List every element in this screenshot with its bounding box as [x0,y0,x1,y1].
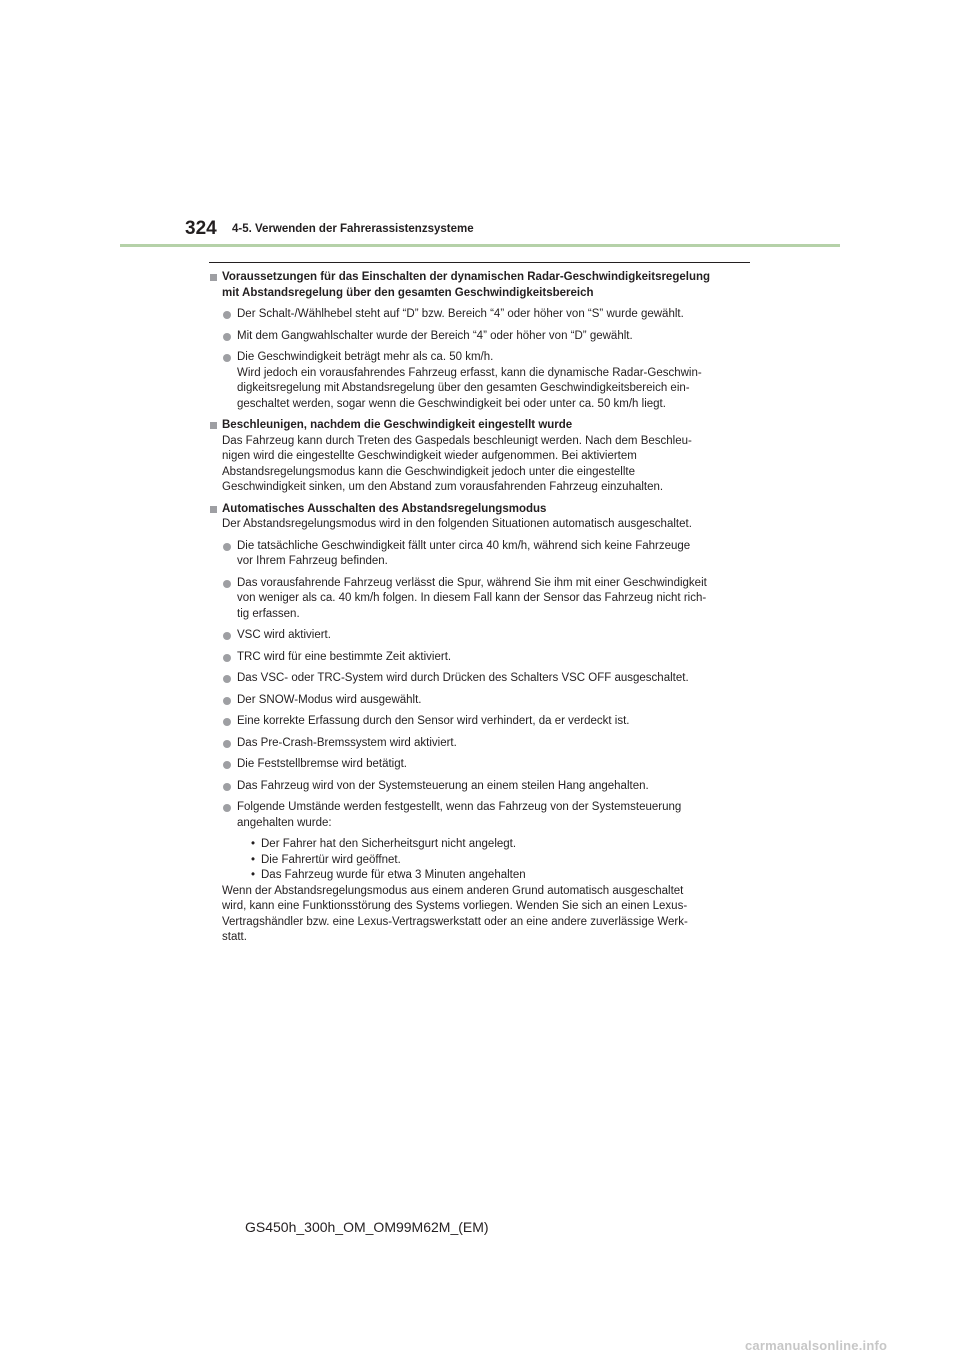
bullet-text: Mit dem Gangwahlschalter wurde der Bereich “4” oder höher von “D” gewählt. [237,329,633,342]
bullet-dot-icon [223,543,231,551]
paragraph-line: Wenn der Abstandsregelungsmodus aus einem anderen Grund automatisch ausgeschaltet [222,884,684,897]
paragraph-line: wird, kann eine Funktionsstörung des Systems vorliegen. Wenden Sie sich an einen Lexus- [222,900,688,912]
bullet-item [209,650,750,666]
bullet-dot-icon [223,783,231,791]
section-heading [209,270,750,301]
bullet-dot-icon [223,675,231,683]
square-marker-icon [210,422,217,429]
section-title: 4-5. Verwenden der Fahrerassistenzsysteme [232,223,474,235]
bullet-item [209,329,750,345]
bullet-item [209,350,750,412]
bullet-text: Eine korrekte Erfassung durch den Sensor wird verhindert, da er verdeckt ist. [237,715,630,727]
heading-line: mit Abstandsregelung über den gesamten Geschwindigkeitsbereich [222,286,594,299]
sub-list-item [251,868,750,884]
paragraph-line: Abstandsregelungsmodus kann die Geschwindigkeit jedoch unter die eingestellte [222,465,635,478]
bullet-text: tig erfassen. [237,607,300,620]
bullet-item [209,757,750,773]
bullet-text: von weniger als ca. 40 km/h folgen. In diesem Fall kann der Sensor das Fahrzeug nicht rich- [237,592,707,604]
paragraph-line: Geschwindigkeit sinken, um den Abstand zum vorausfahrenden Fahrzeug einzuhalten. [222,481,664,493]
sub-list-item [251,853,750,869]
bullet-dot-icon [223,761,231,769]
sub-list-text: Der Fahrer hat den Sicherheitsgurt nicht angelegt. [261,838,517,850]
section-prerequisites [209,270,750,412]
bullet-text: Das Pre-Crash-Bremssystem wird aktiviert. [237,736,457,749]
content-rule [209,262,750,263]
bullet-text: Die Feststellbremse wird betätigt. [237,758,408,770]
bullet-text: Die tatsächliche Geschwindigkeit fällt unter circa 40 km/h, während sich keine Fahrzeuge [237,539,691,552]
bullet-text: Folgende Umstände werden festgestellt, wenn das Fahrzeug von der Systemsteuerung [237,801,682,813]
content [209,270,750,952]
bullet-text: Das vorausfahrende Fahrzeug verlässt die Spur, während Sie ihm mit einer Geschwindigkeit [237,576,707,589]
bullet-dot-icon [223,654,231,662]
sub-bullet-mark: • [251,869,256,881]
bullet-dot-icon [223,354,231,362]
watermark: carmanualsonline.info [745,1338,888,1353]
section-heading [209,418,750,434]
heading-line: Voraussetzungen für das Einschalten der dynamischen Radar-Geschwindigkeitsregelung [222,271,711,283]
bullet-item [209,628,750,644]
paragraph-line: nigen wird die eingestellte Geschwindigkeit wieder aufgenommen. Bei aktiviertem [222,450,637,462]
sub-list-text: Die Fahrertür wird geöffnet. [261,853,401,866]
bullet-dot-icon [223,632,231,640]
bullet-item [209,539,750,570]
bullet-dot-icon [223,311,231,319]
bullet-dot-icon [223,804,231,812]
sub-list-item [251,837,750,853]
paragraph-line: statt. [222,931,247,943]
square-marker-icon [210,506,217,513]
bullet-text: angehalten wurde: [237,816,332,829]
sub-list [209,837,750,884]
bullet-item [209,736,750,752]
bullet-item [209,800,750,831]
paragraph-line: Der Abstandsregelungsmodus wird in den folgenden Situationen automatisch ausgeschaltet. [222,518,692,530]
section-acceleration [209,418,750,496]
bullet-text: TRC wird für eine bestimmte Zeit aktiviert. [237,650,452,663]
closing-paragraph [209,884,750,946]
bullet-dot-icon [223,718,231,726]
bullet-item [209,671,750,687]
bullet-item [209,576,750,623]
bullet-text: Wird jedoch ein vorausfahrendes Fahrzeug erfasst, kann die dynamische Radar-Geschwin- [237,366,702,379]
bullet-dot-icon [223,740,231,748]
bullet-text: Der Schalt-/Wählhebel steht auf “D” bzw. Bereich “4” oder höher von “S” wurde gewählt. [237,308,684,320]
section-heading [209,502,750,518]
paragraph-line: Vertragshändler bzw. eine Lexus-Vertragswerkstatt oder an eine andere zuverlässige Werk- [222,915,688,928]
bullet-text: Der SNOW-Modus wird ausgewählt. [237,693,422,706]
paragraph [209,517,750,533]
page-number: 324 [185,218,217,239]
section-auto-cancel [209,502,750,946]
paragraph-line: Das Fahrzeug kann durch Treten des Gaspedals beschleunigt werden. Nach dem Beschleu- [222,434,692,447]
bullet-text: Das VSC- oder TRC-System wird durch Drücken des Schalters VSC OFF ausgeschaltet. [237,672,689,684]
paragraph [209,434,750,496]
sub-bullet-mark: • [251,853,256,866]
bullet-dot-icon [223,697,231,705]
bullet-text: Das Fahrzeug wird von der Systemsteuerung an einem steilen Hang angehalten. [237,779,649,792]
document-code: GS450h_300h_OM_OM99M62M_(EM) [245,1219,489,1235]
heading-line: Beschleunigen, nachdem die Geschwindigkeit eingestellt wurde [222,419,573,431]
sub-list-text: Das Fahrzeug wurde für etwa 3 Minuten angehalten [261,869,526,881]
bullet-text: geschaltet werden, sogar wenn die Geschwindigkeit bei oder unter ca. 50 km/h liegt. [237,397,666,410]
bullet-text: VSC wird aktiviert. [237,629,331,641]
heading-line: Automatisches Ausschalten des Abstandsregelungsmodus [222,502,547,515]
bullet-item [209,779,750,795]
square-marker-icon [210,274,217,281]
bullet-dot-icon [223,333,231,341]
bullet-item [209,307,750,323]
header-rule [120,244,840,247]
bullet-item [209,714,750,730]
bullet-text: digkeitsregelung mit Abstandsregelung über den gesamten Geschwindigkeitsbereich ein- [237,382,690,394]
sub-bullet-mark: • [251,838,256,850]
bullet-text: vor Ihrem Fahrzeug befinden. [237,555,388,567]
bullet-text: Die Geschwindigkeit beträgt mehr als ca. 50 km/h. [237,351,494,363]
bullet-item [209,693,750,709]
bullet-dot-icon [223,580,231,588]
